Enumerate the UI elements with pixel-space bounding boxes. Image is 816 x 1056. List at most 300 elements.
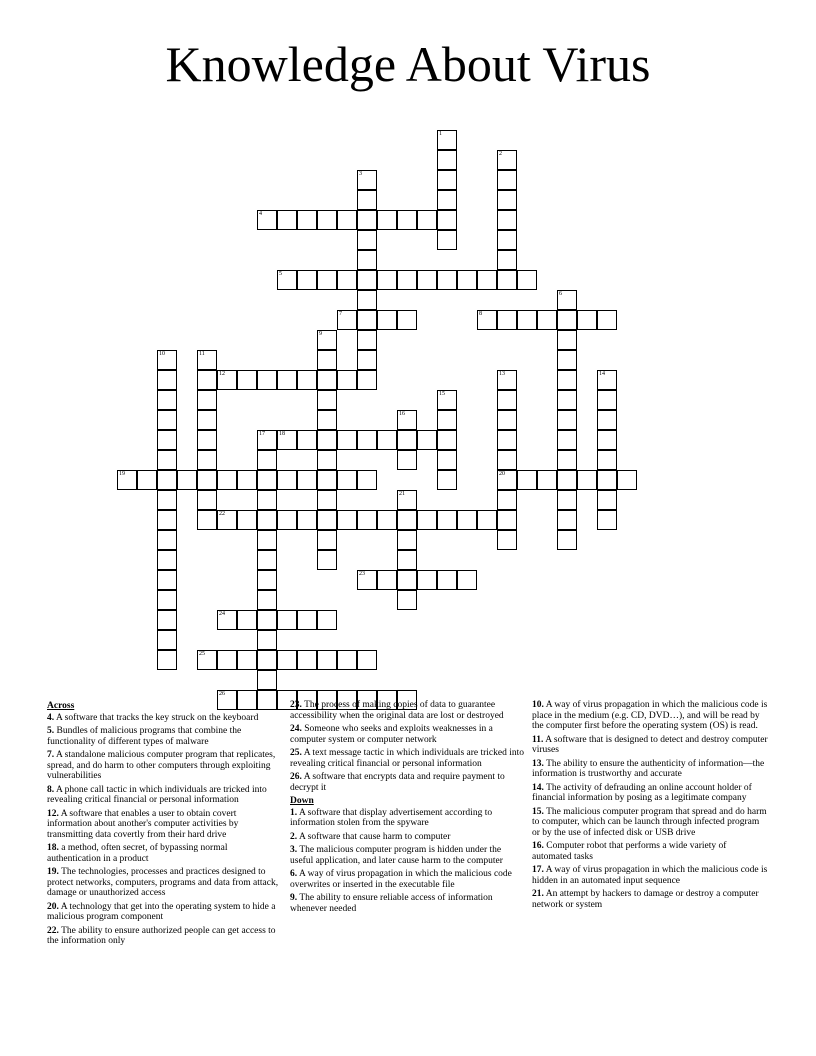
clue-item — [532, 889, 768, 910]
grid-cell[interactable] — [397, 450, 417, 470]
grid-cell[interactable] — [497, 250, 517, 270]
clue-number: 11. — [532, 734, 544, 745]
clue-number: 5. — [47, 726, 55, 736]
clue-item — [290, 893, 524, 914]
grid-cell[interactable] — [197, 370, 217, 390]
grid-cell[interactable] — [497, 390, 517, 410]
grid-cell[interactable] — [397, 210, 417, 230]
grid-cell[interactable] — [257, 370, 277, 390]
clue-item — [532, 700, 768, 732]
grid-cell[interactable] — [557, 290, 577, 310]
grid-cell[interactable] — [337, 470, 357, 490]
grid-cell[interactable] — [297, 650, 317, 670]
clue-number-label: 25 — [199, 651, 205, 657]
grid-cell[interactable] — [397, 530, 417, 550]
grid-cell[interactable] — [557, 310, 577, 330]
grid-cell[interactable] — [157, 610, 177, 630]
grid-cell[interactable] — [357, 310, 377, 330]
clue-number: 19. — [47, 867, 59, 877]
grid-cell[interactable] — [157, 390, 177, 410]
grid-cell[interactable] — [417, 430, 437, 450]
clue-item — [290, 869, 524, 890]
clue-number-label: 14 — [599, 371, 605, 377]
clue-text: The ability to ensure reliable access of information whenever needed — [290, 893, 493, 914]
grid-cell[interactable] — [157, 430, 177, 450]
clue-number-label: 23 — [359, 571, 365, 577]
clue-text: The technologies, processes and practices designed to protect networks, computers, programs and data from attack, damage or unauthorized access — [47, 867, 279, 898]
grid-cell[interactable] — [357, 650, 377, 670]
clue-number-label: 18 — [279, 431, 285, 437]
across-header: Across — [47, 701, 75, 711]
grid-cell[interactable] — [257, 510, 277, 530]
grid-cell[interactable] — [597, 450, 617, 470]
grid-cell[interactable] — [317, 610, 337, 630]
grid-cell[interactable] — [557, 490, 577, 510]
clue-item — [290, 832, 524, 843]
grid-cell[interactable] — [437, 230, 457, 250]
grid-cell[interactable] — [497, 150, 517, 170]
grid-cell[interactable] — [157, 530, 177, 550]
grid-cell[interactable] — [577, 470, 597, 490]
grid-cell[interactable] — [597, 510, 617, 530]
across-clue-list — [290, 700, 524, 793]
grid-cell[interactable] — [557, 370, 577, 390]
clue-number-label: 11 — [199, 351, 205, 357]
grid-cell[interactable] — [457, 570, 477, 590]
grid-cell[interactable] — [497, 510, 517, 530]
grid-cell[interactable] — [397, 550, 417, 570]
clue-item — [290, 748, 524, 769]
grid-cell[interactable] — [157, 550, 177, 570]
clue-number: 8. — [47, 784, 55, 795]
grid-cell[interactable] — [157, 650, 177, 670]
grid-cell[interactable] — [397, 490, 417, 510]
grid-cell[interactable] — [317, 650, 337, 670]
grid-cell[interactable] — [197, 350, 217, 370]
clue-number-label: 5 — [279, 271, 282, 277]
clue-number: 18. — [47, 843, 59, 853]
grid-cell[interactable] — [337, 510, 357, 530]
clue-number-label: 26 — [219, 691, 225, 697]
grid-cell[interactable] — [157, 350, 177, 370]
grid-cell[interactable] — [437, 210, 457, 230]
grid-cell[interactable] — [417, 210, 437, 230]
clue-text: A text message tactic in which individuals are tricked into revealing critical financial or personal information — [290, 748, 525, 769]
grid-cell[interactable] — [557, 410, 577, 430]
clues-column-1 — [47, 700, 279, 950]
grid-cell[interactable] — [437, 570, 457, 590]
grid-cell[interactable] — [557, 430, 577, 450]
clue-text: A way of virus propagation in which the malicious code is hidden in an automated input sequence — [532, 865, 768, 886]
clue-item — [47, 726, 279, 747]
grid-cell[interactable] — [297, 370, 317, 390]
grid-cell[interactable] — [437, 450, 457, 470]
grid-cell[interactable] — [497, 450, 517, 470]
grid-cell[interactable] — [317, 370, 337, 390]
grid-cell[interactable] — [197, 450, 217, 470]
grid-cell[interactable] — [517, 270, 537, 290]
grid-cell[interactable] — [557, 450, 577, 470]
clue-text: A way of virus propagation in which the malicious code overwrites or inserted in the executable file — [290, 869, 512, 890]
grid-cell[interactable] — [197, 430, 217, 450]
clue-item — [47, 750, 279, 782]
grid-cell[interactable] — [417, 270, 437, 290]
grid-cell[interactable] — [197, 490, 217, 510]
clue-number-label: 7 — [339, 311, 342, 317]
clue-text: A software that display advertisement according to information stolen from the spyware — [290, 807, 493, 828]
grid-cell[interactable] — [317, 210, 337, 230]
grid-cell[interactable] — [157, 450, 177, 470]
clue-number: 15. — [532, 806, 544, 817]
clue-number: 3. — [290, 845, 298, 855]
clue-number-label: 19 — [119, 471, 125, 477]
clue-number-label: 17 — [259, 431, 265, 437]
clue-number: 17. — [532, 865, 544, 875]
grid-cell[interactable] — [357, 470, 377, 490]
clue-item — [532, 735, 768, 756]
grid-cell[interactable] — [597, 430, 617, 450]
clue-text: A software that cause harm to computer — [297, 831, 451, 842]
grid-cell[interactable] — [217, 370, 237, 390]
clue-item — [532, 783, 768, 804]
grid-cell[interactable] — [397, 590, 417, 610]
grid-cell[interactable] — [497, 210, 517, 230]
grid-cell[interactable] — [597, 390, 617, 410]
grid-cell[interactable] — [237, 610, 257, 630]
grid-cell[interactable] — [557, 530, 577, 550]
clue-number: 7. — [47, 750, 55, 760]
clue-item — [290, 808, 524, 829]
grid-cell[interactable] — [537, 310, 557, 330]
grid-cell[interactable] — [317, 410, 337, 430]
grid-cell[interactable] — [557, 470, 577, 490]
grid-cell[interactable] — [277, 650, 297, 670]
grid-cell[interactable] — [257, 470, 277, 490]
clue-number-label: 22 — [219, 511, 225, 517]
grid-cell[interactable] — [237, 470, 257, 490]
clue-item — [47, 926, 279, 947]
grid-cell[interactable] — [457, 510, 477, 530]
grid-cell[interactable] — [557, 390, 577, 410]
clue-number-label: 24 — [219, 611, 225, 617]
grid-cell[interactable] — [337, 650, 357, 670]
grid-cell[interactable] — [317, 350, 337, 370]
grid-cell[interactable] — [157, 410, 177, 430]
grid-cell[interactable] — [337, 310, 357, 330]
clue-number: 4. — [47, 712, 55, 723]
grid-cell[interactable] — [477, 310, 497, 330]
grid-cell[interactable] — [257, 570, 277, 590]
grid-cell[interactable] — [277, 270, 297, 290]
grid-cell[interactable] — [597, 470, 617, 490]
grid-cell[interactable] — [157, 370, 177, 390]
grid-cell[interactable] — [597, 490, 617, 510]
grid-cell[interactable] — [497, 370, 517, 390]
grid-cell[interactable] — [177, 470, 197, 490]
down-clue-list — [290, 808, 524, 915]
grid-cell[interactable] — [437, 170, 457, 190]
clue-item — [532, 841, 768, 862]
grid-cell[interactable] — [257, 670, 277, 690]
grid-cell[interactable] — [437, 510, 457, 530]
clue-number-label: 16 — [399, 411, 405, 417]
clue-text: The activity of defrauding an online account holder of financial information by posing as a legitimate company — [532, 782, 752, 803]
clue-item — [290, 724, 524, 745]
clue-item — [47, 843, 279, 864]
clue-number: 24. — [290, 724, 302, 734]
grid-cell[interactable] — [497, 470, 517, 490]
grid-cell[interactable] — [157, 490, 177, 510]
grid-cell[interactable] — [317, 510, 337, 530]
grid-cell[interactable] — [397, 570, 417, 590]
grid-cell[interactable] — [297, 430, 317, 450]
grid-cell[interactable] — [317, 330, 337, 350]
grid-cell[interactable] — [377, 310, 397, 330]
grid-cell[interactable] — [517, 470, 537, 490]
grid-cell[interactable] — [257, 490, 277, 510]
grid-cell[interactable] — [617, 470, 637, 490]
grid-cell[interactable] — [237, 650, 257, 670]
grid-cell[interactable] — [257, 550, 277, 570]
grid-cell[interactable] — [277, 430, 297, 450]
grid-cell[interactable] — [317, 470, 337, 490]
grid-cell[interactable] — [237, 510, 257, 530]
grid-cell[interactable] — [317, 390, 337, 410]
grid-cell[interactable] — [417, 570, 437, 590]
grid-cell[interactable] — [417, 510, 437, 530]
grid-cell[interactable] — [317, 450, 337, 470]
grid-cell[interactable] — [257, 630, 277, 650]
clue-number-label: 3 — [359, 171, 362, 177]
clue-text: A software that tracks the key struck on the keyboard — [54, 712, 259, 723]
clue-text: A software that is designed to detect and destroy computer viruses — [532, 734, 768, 755]
grid-cell[interactable] — [397, 410, 417, 430]
grid-cell[interactable] — [317, 270, 337, 290]
grid-cell[interactable] — [337, 270, 357, 290]
clue-number: 16. — [532, 841, 544, 851]
clue-text: A software that enables a user to obtain covert information about another's computer activities by transmitting data covertly from their hard drive — [47, 808, 239, 840]
clue-item — [47, 809, 279, 841]
grid-cell[interactable] — [297, 470, 317, 490]
grid-cell[interactable] — [217, 470, 237, 490]
clue-text: A software that encrypts data and require payment to decrypt it — [290, 772, 505, 793]
clue-number: 13. — [532, 758, 544, 769]
clue-text: Bundles of malicious programs that combine the functionality of different types of malware — [47, 726, 242, 747]
grid-cell[interactable] — [337, 210, 357, 230]
grid-cell[interactable] — [357, 190, 377, 210]
grid-cell[interactable] — [277, 470, 297, 490]
grid-cell[interactable] — [357, 250, 377, 270]
grid-cell[interactable] — [157, 510, 177, 530]
grid-cell[interactable] — [437, 470, 457, 490]
clue-number: 25. — [290, 748, 302, 758]
grid-cell[interactable] — [357, 370, 377, 390]
grid-cell[interactable] — [437, 130, 457, 150]
grid-cell[interactable] — [297, 610, 317, 630]
grid-cell[interactable] — [197, 470, 217, 490]
clue-text: The ability to ensure the authenticity of information—the information is trustworthy and accurate — [532, 758, 765, 779]
grid-cell[interactable] — [157, 630, 177, 650]
clue-number: 23. — [290, 700, 302, 710]
clue-number-label: 4 — [259, 211, 262, 217]
grid-cell[interactable] — [317, 530, 337, 550]
grid-cell[interactable] — [357, 230, 377, 250]
grid-cell[interactable] — [257, 450, 277, 470]
grid-cell[interactable] — [557, 510, 577, 530]
clue-item — [290, 700, 524, 721]
grid-cell[interactable] — [577, 310, 597, 330]
clue-text: A way of virus propagation in which the malicious code is place in the medium (e.g. CD, DVD…), and will be read by the computer first before the operating system (OS) is read. — [532, 700, 768, 731]
grid-cell[interactable] — [377, 210, 397, 230]
clue-text: A standalone malicious computer program that replicates, spread, and do harm to other computers through exploiting vulnerabilities — [47, 750, 276, 781]
clue-text: A phone call tactic in which individuals are tricked into revealing critical financial or personal information — [47, 784, 267, 805]
grid-cell[interactable] — [217, 650, 237, 670]
grid-cell[interactable] — [357, 330, 377, 350]
down-clue-list — [532, 700, 768, 910]
clues-column-2 — [290, 700, 524, 917]
grid-cell[interactable] — [197, 410, 217, 430]
grid-cell[interactable] — [277, 210, 297, 230]
grid-cell[interactable] — [497, 410, 517, 430]
grid-cell[interactable] — [437, 150, 457, 170]
clue-number: 9. — [290, 893, 298, 903]
grid-cell[interactable] — [157, 590, 177, 610]
grid-cell[interactable] — [257, 590, 277, 610]
clue-item — [290, 772, 524, 793]
grid-cell[interactable] — [497, 530, 517, 550]
grid-cell[interactable] — [277, 510, 297, 530]
grid-cell[interactable] — [317, 430, 337, 450]
grid-cell[interactable] — [257, 610, 277, 630]
grid-cell[interactable] — [497, 270, 517, 290]
grid-cell[interactable] — [597, 370, 617, 390]
grid-cell[interactable] — [197, 650, 217, 670]
grid-cell[interactable] — [197, 510, 217, 530]
clue-text: The malicious computer program that spread and do harm to computer, which can be launch through infected program or by the use of infected disk or USB drive — [532, 806, 767, 838]
grid-cell[interactable] — [297, 510, 317, 530]
grid-cell[interactable] — [197, 390, 217, 410]
clue-text: A technology that get into the operating system to hide a malicious program component — [47, 901, 276, 922]
clue-item — [47, 902, 279, 923]
clue-number-label: 2 — [499, 151, 502, 157]
grid-cell[interactable] — [377, 270, 397, 290]
grid-cell[interactable] — [477, 270, 497, 290]
clue-text: An attempt by hackers to damage or destroy a computer network or system — [532, 889, 759, 910]
grid-cell[interactable] — [437, 410, 457, 430]
grid-cell[interactable] — [397, 310, 417, 330]
down-header: Down — [290, 796, 314, 806]
grid-cell[interactable] — [137, 470, 157, 490]
grid-cell[interactable] — [317, 490, 337, 510]
grid-cell[interactable] — [337, 430, 357, 450]
grid-cell[interactable] — [157, 570, 177, 590]
clue-item — [532, 759, 768, 780]
grid-cell[interactable] — [557, 330, 577, 350]
clue-number: 1. — [290, 807, 298, 818]
grid-cell[interactable] — [477, 510, 497, 530]
grid-cell[interactable] — [257, 650, 277, 670]
clue-item — [290, 845, 524, 866]
grid-cell[interactable] — [257, 530, 277, 550]
clue-item — [47, 867, 279, 899]
grid-cell[interactable] — [377, 510, 397, 530]
page-title: Knowledge About Virus — [165, 36, 651, 92]
clue-text: The ability to ensure authorized people can get access to the information only — [47, 925, 276, 946]
clue-number-label: 9 — [319, 331, 322, 337]
grid-cell[interactable] — [437, 190, 457, 210]
grid-cell[interactable] — [257, 430, 277, 450]
grid-cell[interactable] — [437, 270, 457, 290]
grid-cell[interactable] — [497, 430, 517, 450]
grid-cell[interactable] — [357, 270, 377, 290]
clue-text: The process of making copies of data to guarantee accessibility when the original data are lost or destroyed — [290, 700, 504, 721]
grid-cell[interactable] — [597, 310, 617, 330]
grid-cell[interactable] — [397, 430, 417, 450]
clue-text: The malicious computer program is hidden under the useful application, and later cause harm to the computer — [290, 845, 503, 866]
clue-number: 20. — [47, 901, 59, 912]
grid-cell[interactable] — [257, 210, 277, 230]
grid-cell[interactable] — [497, 170, 517, 190]
grid-cell[interactable] — [217, 510, 237, 530]
clue-item — [532, 865, 768, 886]
clue-number: 12. — [47, 808, 59, 819]
across-clue-list — [47, 713, 279, 947]
grid-cell[interactable] — [277, 370, 297, 390]
grid-cell[interactable] — [317, 550, 337, 570]
grid-cell[interactable] — [357, 290, 377, 310]
grid-cell[interactable] — [357, 570, 377, 590]
grid-cell[interactable] — [377, 430, 397, 450]
grid-cell[interactable] — [397, 270, 417, 290]
grid-cell[interactable] — [117, 470, 137, 490]
grid-cell[interactable] — [297, 210, 317, 230]
grid-cell[interactable] — [517, 310, 537, 330]
clue-number: 10. — [532, 700, 544, 710]
clue-number: 26. — [290, 772, 302, 782]
clue-number-label: 21 — [399, 491, 405, 497]
grid-cell[interactable] — [237, 370, 257, 390]
grid-cell[interactable] — [357, 210, 377, 230]
grid-cell[interactable] — [397, 510, 417, 530]
grid-cell[interactable] — [497, 490, 517, 510]
grid-cell[interactable] — [377, 570, 397, 590]
grid-cell[interactable] — [217, 610, 237, 630]
grid-cell[interactable] — [297, 270, 317, 290]
grid-cell[interactable] — [557, 350, 577, 370]
grid-cell[interactable] — [357, 170, 377, 190]
grid-cell[interactable] — [357, 510, 377, 530]
grid-cell[interactable] — [357, 430, 377, 450]
grid-cell[interactable] — [437, 430, 457, 450]
clue-number-label: 1 — [439, 131, 442, 137]
grid-cell[interactable] — [457, 270, 477, 290]
clue-item — [47, 785, 279, 806]
grid-cell[interactable] — [277, 610, 297, 630]
grid-cell[interactable] — [497, 310, 517, 330]
grid-cell[interactable] — [337, 370, 357, 390]
grid-cell[interactable] — [357, 350, 377, 370]
grid-cell[interactable] — [597, 410, 617, 430]
clues-column-3 — [532, 700, 768, 913]
grid-cell[interactable] — [437, 390, 457, 410]
grid-cell[interactable] — [537, 470, 557, 490]
clue-text: Computer robot that performs a wide variety of automated tasks — [532, 841, 727, 862]
clue-number: 21. — [532, 889, 544, 899]
grid-cell[interactable] — [497, 230, 517, 250]
grid-cell[interactable] — [157, 470, 177, 490]
clue-number-label: 10 — [159, 351, 165, 357]
grid-cell[interactable] — [497, 190, 517, 210]
